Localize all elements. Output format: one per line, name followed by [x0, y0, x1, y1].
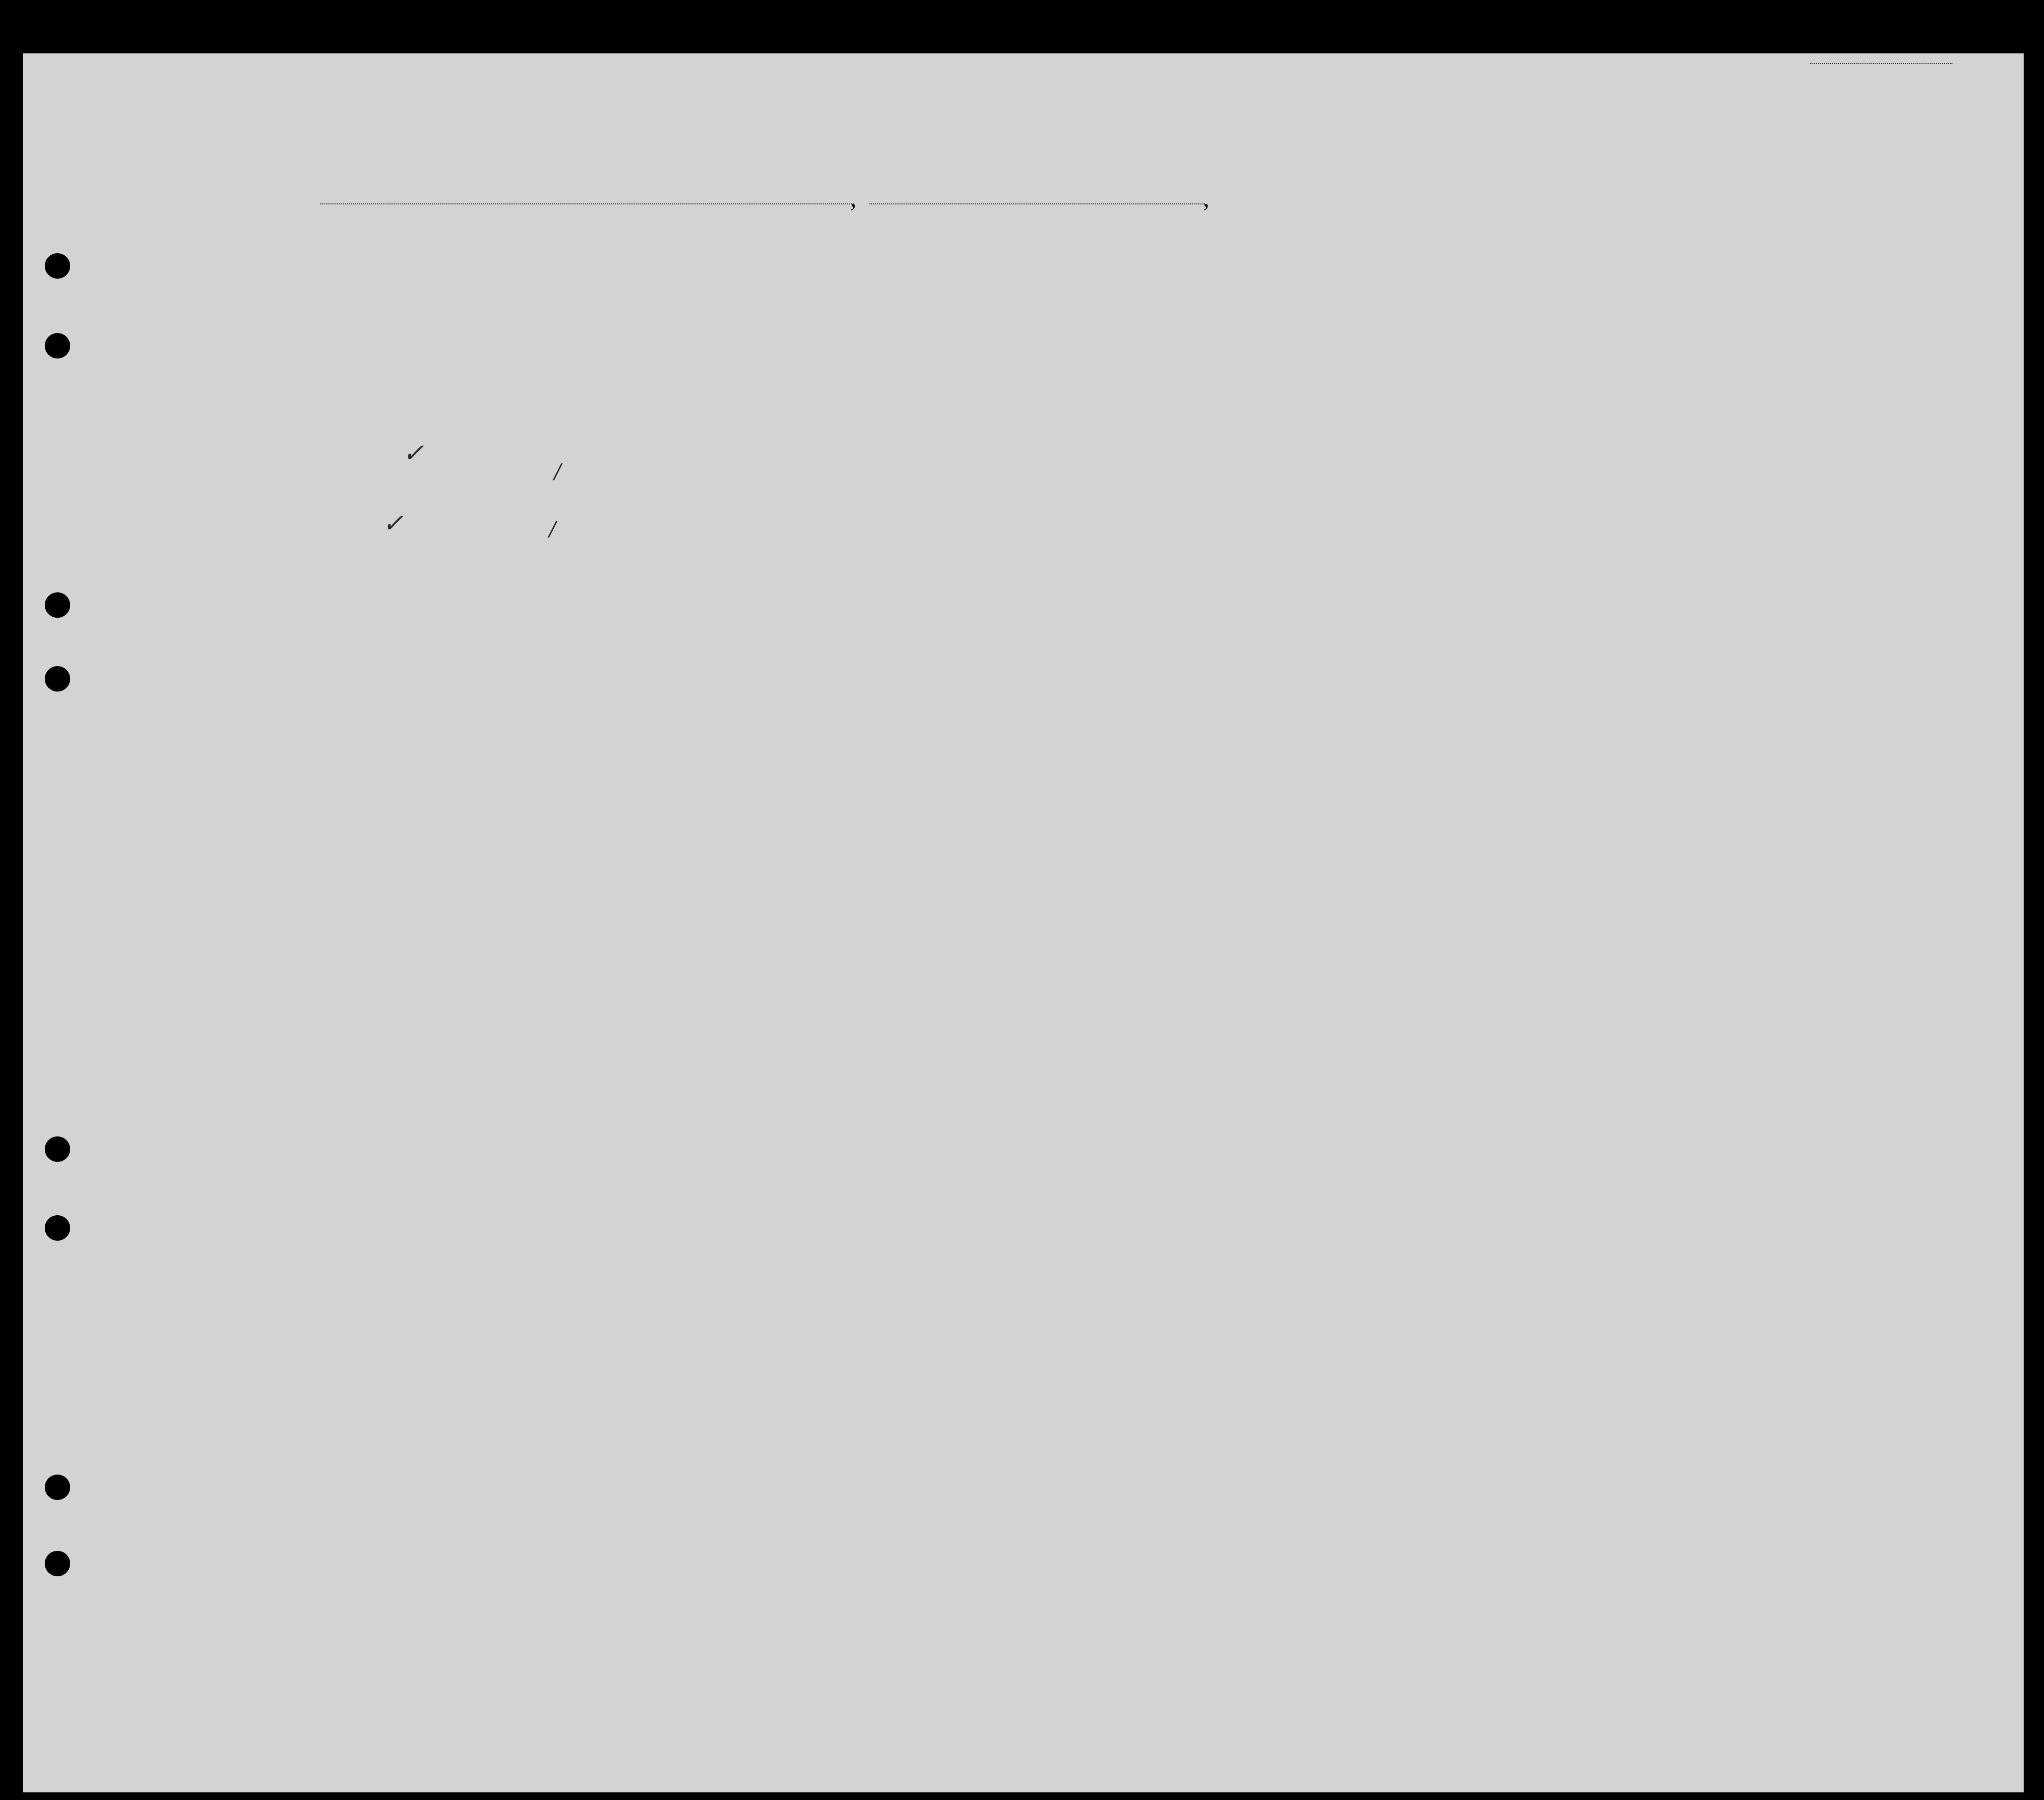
tick-mark: / — [549, 518, 556, 541]
check-mark: ✓ — [403, 438, 424, 468]
header-inches — [1691, 407, 1714, 442]
comma: , — [1203, 184, 1210, 212]
comma: , — [850, 184, 857, 212]
header-feet — [1663, 412, 1686, 442]
header-passage-paid — [606, 342, 693, 344]
check-mark: ✓ — [382, 508, 404, 538]
tick-mark: / — [554, 460, 561, 484]
